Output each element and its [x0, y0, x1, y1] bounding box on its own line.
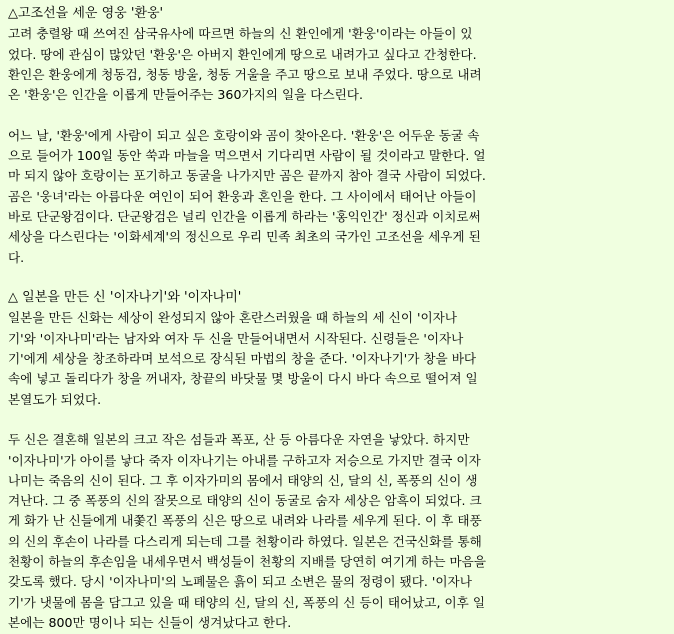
paragraph-spacer [8, 105, 668, 125]
text-line: 세상을 다스린다는 '이화세계'의 정신으로 우리 민족 최초의 국가인 고조선을 세우게 된 [8, 229, 481, 245]
paragraph-izanagi [8, 308, 668, 409]
text-line: 어느 날, '환웅'에게 사람이 되고 싶은 호랑이와 곰이 찾아온다. '환웅'은 어두운 동굴 속 [8, 127, 480, 143]
text-line: 천황이 하늘의 후손임을 내세우면서 백성들이 천황의 지배를 당연히 여기게 하는 마음을 [8, 554, 486, 570]
text-line: 갖도록 했다. 당시 '이자나미'의 노폐물은 흙이 되고 소변은 물의 정령이 됐다. '이자나 [8, 574, 472, 590]
text-line: 겨난다. 그 중 폭풍의 신의 잘못으로 태양의 신이 동굴로 숨자 세상은 암흑이 되었다. 크 [8, 493, 482, 509]
paragraph-ungnyeo [8, 126, 668, 268]
text-line: '이자나미'가 아이를 낳다 죽자 이자나기는 아내를 구하고자 저승으로 가지만 결국 이자 [8, 452, 481, 468]
text-line: 속에 넣고 돌리다가 창을 꺼내자, 창끝의 바닷물 몇 방울이 다시 바다 속으로 떨어져 일 [8, 371, 478, 387]
text-line: 기'에게 세상을 창조하라며 보석으로 장식된 마법의 창을 준다. '이자나기'가 창을 바다 [8, 351, 477, 367]
section-heading-japan: △ 일본을 만든 신 '이자나기'와 '이자나미' [8, 290, 242, 306]
paragraph-spacer [8, 268, 668, 288]
paragraph-hwanin [8, 24, 668, 105]
text-line: 환인은 환웅에게 청동검, 청동 방울, 청동 거울을 주고 땅으로 보내 주었다. 땅으로 내려 [8, 66, 482, 82]
text-line: 나미는 죽음의 신이 된다. 그 후 이자가미의 몸에서 태양의 신, 달의 신, 폭풍의 신이 생 [8, 472, 478, 488]
section-heading-gojoseon: △고조선을 세운 영웅 '환웅' [8, 6, 164, 21]
text-line: 게 화가 난 신들에게 내쫓긴 폭풍의 신은 땅으로 내려와 나라를 세우게 된다. 이 후 태풍 [8, 513, 482, 529]
text-line: 본열도가 되었다. [8, 391, 102, 407]
text-line: 두 신은 결혼해 일본의 크고 작은 섬들과 폭포, 산 등 아름다운 자연을 낳았다. 하지만 [8, 432, 470, 448]
text-line: 본에는 800만 명이나 되는 신들이 생겨났다고 한다. [8, 614, 292, 630]
text-line: 었다. 땅에 관심이 많았던 '환웅'은 아버지 환인에게 땅으로 내려가고 싶다고 간청한다. [8, 46, 477, 62]
text-line: 기'가 냇물에 몸을 담그고 있을 때 태양의 신, 달의 신, 폭풍의 신 등이 태어났고, 이후 일 [8, 594, 485, 610]
text-line: 마 되지 않아 호랑이는 포기하고 동굴을 나가지만 곰은 끝까지 참아 결국 사람이 되었다. [8, 168, 486, 184]
paragraph-spacer [8, 410, 668, 430]
text-line: 온 '환웅'은 인간을 이롭게 만들어주는 360가지의 일을 다스린다. [8, 87, 363, 103]
text-line: 고려 충렬왕 때 쓰여진 삼국유사에 따르면 하늘의 신 환인에게 '환웅'이라는 아들이 있 [8, 26, 473, 42]
text-line: 바로 단군왕검이다. 단군왕검은 널리 인간을 이롭게 하라는 '홍익인간' 정신과 이치로써 [8, 208, 481, 224]
text-line: 일본을 만든 신화는 세상이 완성되지 않아 혼란스러웠을 때 하늘의 세 신이 '이자나 [8, 310, 457, 326]
text-line: 다. [8, 249, 25, 265]
text-line: 기'와 '이자나미'라는 남자와 여자 두 신을 만들어내면서 시작된다. 신령들은 '이자나 [8, 330, 464, 346]
text-line: 의 신의 후손이 나라를 다스리게 되는데 그를 천황이라 하였다. 일본은 건국신화를 통해 [8, 533, 482, 549]
text-line: 곰은 '웅녀'라는 아름다운 여인이 되어 환웅과 혼인을 한다. 그 사이에서 태어난 아들이 [8, 188, 477, 204]
text-line: 으로 들어가 100일 동안 쑥과 마늘을 먹으면서 기다리면 사람이 될 것이라고 말한다. 얼 [8, 148, 486, 164]
paragraph-emperor [8, 430, 668, 633]
